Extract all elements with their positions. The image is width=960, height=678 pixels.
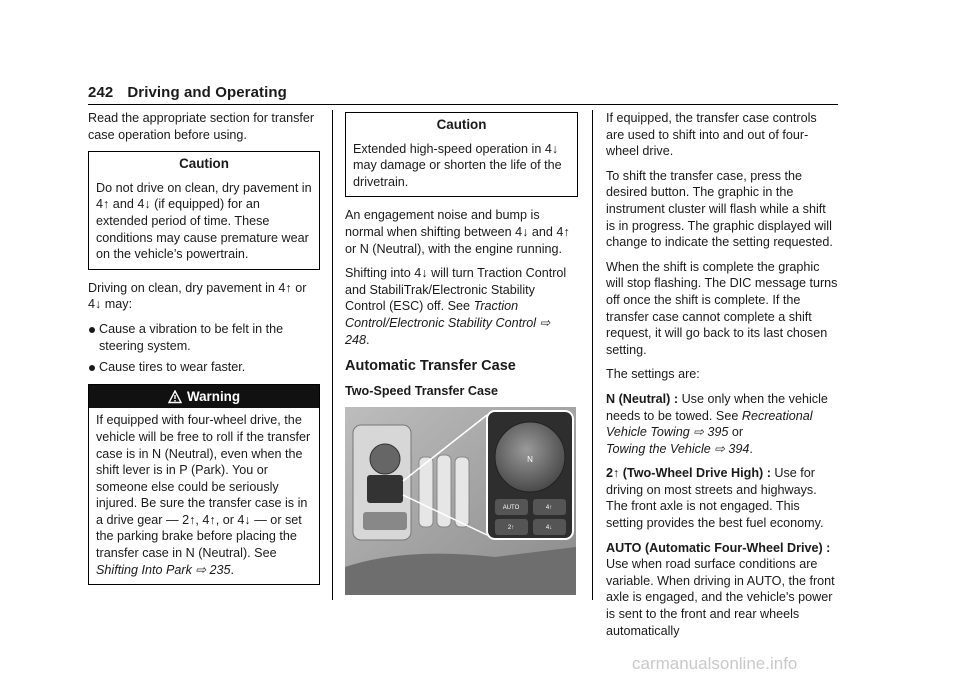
2-high-button-label: 2↑: [507, 525, 515, 532]
cross-reference-link[interactable]: Recreational Vehicle Towing: [606, 408, 813, 440]
setting-auto: AUTO (Automatic Four-Wheel Drive) : Use when road surface conditions are variable. When driving in AUTO, the front axle is engaged, and the vehicle's power is sent to the front and rear wheels automatically: [606, 540, 835, 638]
auto-button-label: AUTO: [502, 505, 520, 512]
column-divider: [592, 110, 593, 600]
paragraph: When the shift is complete the graphic will stop flashing. The DIC message turns off once the shift is complete. If the transfer case cannot complete a shift request, it will go back to its last chosen setting.: [606, 259, 838, 357]
dial-label: N: [527, 455, 533, 465]
page-reference[interactable]: ⇨ 235: [195, 562, 231, 577]
caution-title: Caution: [179, 156, 229, 172]
intro-paragraph: Read the appropriate section for transfer case operation before using.: [88, 111, 315, 142]
column-1: [88, 110, 320, 595]
pavement-paragraph: Driving on clean, dry pavement in 4↑ or 4↓ may:: [88, 280, 307, 312]
list-item: Cause a vibration to be felt in the steering system.: [88, 321, 320, 354]
column-2: [345, 110, 578, 595]
paragraph: If equipped, the transfer case controls are used to shift into and out of four-wheel drive.: [606, 111, 817, 159]
effects-list: [88, 321, 320, 376]
setting-neutral: N (Neutral) : Use only when the vehicle needs to be towed. See Recreational Vehicle Towing ⇨ 395 or Towing the Vehicle ⇨ 394.: [606, 391, 828, 456]
4-low-button-label: 4↓: [545, 525, 553, 532]
warning-box: [88, 384, 320, 586]
header-rule: [88, 104, 838, 105]
watermark: carmanualsonline.info: [632, 654, 798, 673]
caution-box-1: [88, 151, 320, 270]
cross-reference-link[interactable]: Traction Control/Electronic Stability Control: [345, 299, 537, 330]
cross-reference-link[interactable]: Shifting Into Park: [96, 562, 192, 577]
list-item: Cause tires to wear faster.: [88, 359, 320, 376]
column-3: [606, 110, 838, 647]
page-number: 242: [88, 84, 114, 101]
subsection-heading: Two-Speed Transfer Case: [345, 383, 499, 398]
page-reference[interactable]: ⇨ 248: [345, 315, 551, 347]
traction-paragraph: Shifting into 4↓ will turn Traction Control and StabiliTrak/Electronic Stability Control (ESC) off. See Traction Control/Electronic Stability Control ⇨ 248.: [345, 266, 567, 347]
page-header: [88, 84, 287, 101]
paragraph: To shift the transfer case, press the desired button. The graphic in the instrument cluster will flash while a shift is in progress. The graphic displayed will change to indicate the setting requested.: [606, 168, 833, 250]
warning-triangle-icon: [168, 390, 182, 404]
page-reference[interactable]: ⇨ 395: [693, 425, 729, 440]
section-heading: Automatic Transfer Case: [345, 358, 516, 375]
transfer-case-controls-figure: [345, 407, 576, 595]
4-high-button-label: 4↑: [545, 505, 553, 512]
warning-body: If equipped with four-wheel drive, the vehicle will be free to roll if the transfer case is in N (Neutral), even when the shift lever is in P (Park). You or someone else could be seriously injured. Be sure the transfer case is in a drive gear — 2↑, 4↑, or 4↓ — or set the parking brake before placing the transfer case in N (Neutral). See Shifting Into Park ⇨ 235.: [96, 413, 311, 577]
caution-body: Do not drive on clean, dry pavement in 4↑ and 4↓ (if equipped) for an extended period of time. These conditions may cause premature wear on the vehicle’s powertrain.: [96, 180, 312, 262]
setting-two-wheel-high: 2↑ (Two-Wheel Drive High) : Use for driving on most streets and highways. The front axle is not engaged. This setting provides the best fuel economy.: [606, 466, 824, 531]
section-title: Driving and Operating: [127, 84, 287, 101]
caution-box-2: [345, 112, 578, 197]
page-reference[interactable]: ⇨ 394: [714, 441, 750, 456]
paragraph: The settings are:: [606, 367, 700, 382]
cross-reference-link[interactable]: Towing the Vehicle: [606, 441, 711, 456]
engagement-paragraph: An engagement noise and bump is normal when shifting between 4↓ and 4↑ or N (Neutral), with the engine running.: [345, 208, 570, 256]
caution-title: Caution: [436, 117, 487, 132]
warning-title-bar: Warning: [89, 385, 319, 409]
column-divider: [332, 110, 333, 600]
caution-body: Extended high-speed operation in 4↓ may damage or shorten the life of the drivetrain.: [353, 141, 562, 189]
